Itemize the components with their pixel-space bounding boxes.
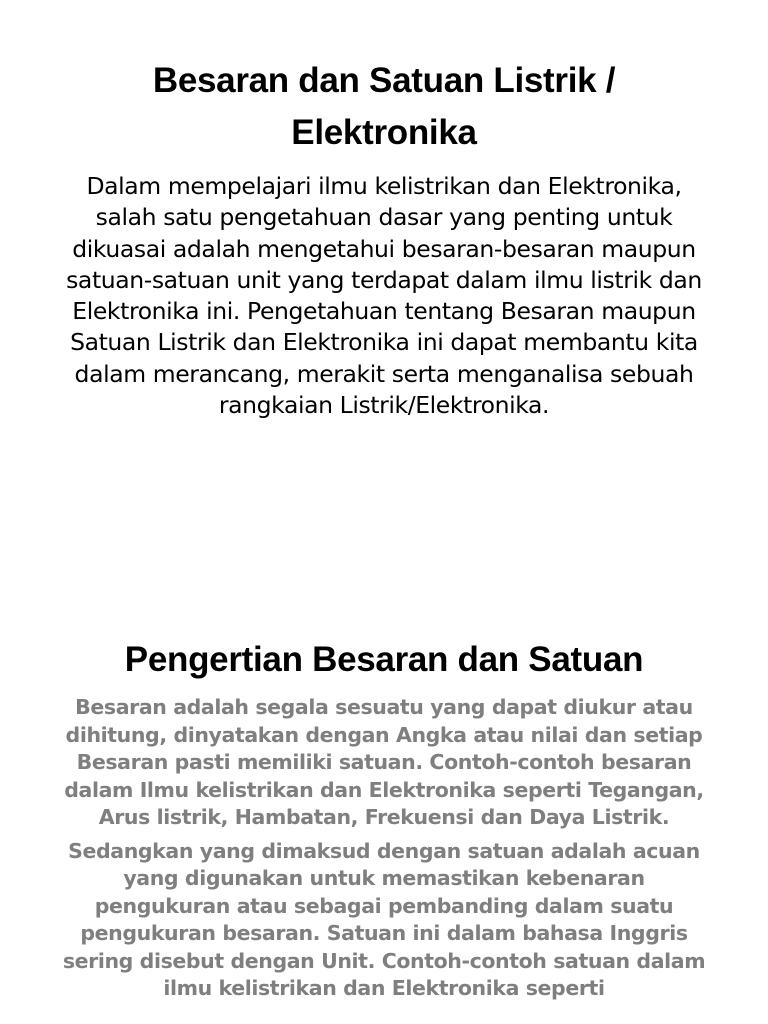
slide-1-body — [59, 171, 709, 421]
slide-2-title: Pengertian Besaran dan Satuan — [124, 640, 644, 679]
slide-2-paragraph-2: Sedangkan yang dimaksud dengan satuan adalah acuan yang digunakan untuk memastikan kebenaran pengukuran atau sebagai pembanding dalam suatu pengukuran besaran. Satuan ini dalam bahasa Inggris sering disebut dengan Unit. Contoh-contoh satuan dalam ilmu kelistrikan dan Elektronika seperti — [62, 838, 706, 1000]
slide-1-paragraph-1: Dalam mempelajari ilmu kelistrikan dan Elektronika, salah satu pengetahuan dasar yang penting untuk dikuasai adalah mengetahui besaran-besaran maupun satuan-satuan unit yang terdapat dalam ilmu listrik dan Elektronika ini. Pengetahuan tentang Besaran maupun Satuan Listrik dan Elektronika ini dapat membantu kita dalam merancang, merakit serta menganalisa sebuah rangkaian Listrik/Elektronika. — [66, 172, 702, 420]
slide-2-paragraph-1: Besaran adalah segala sesuatu yang dapat diukur atau dihitung, dinyatakan dengan Angka atau nilai dan setiap Besaran pasti memiliki satuan. Contoh-contoh besaran dalam Ilmu kelistrikan dan Elektronika seperti Tegangan, Arus listrik, Hambatan, Frekuensi dan Daya Listrik. — [64, 695, 704, 829]
slide-2-body — [54, 694, 714, 1003]
slide-1-title: Besaran dan Satuan Listrik / Elektronika — [152, 61, 616, 152]
slide-2 — [0, 634, 768, 1009]
slide-1 — [0, 55, 768, 421]
